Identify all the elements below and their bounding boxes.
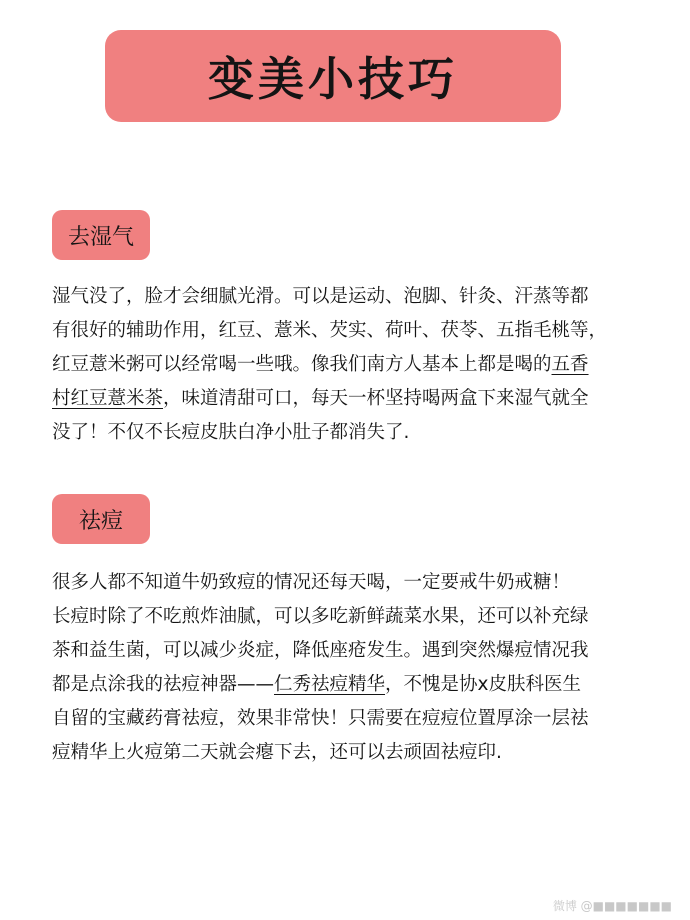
text-run: ，味道清甜可口，每天一杯坚持喝两盒下来湿气就全 [163,388,589,409]
section-tag-label: 去湿气 [67,224,134,250]
section-tag-acne [52,494,150,544]
text-run: 都是点涂我的祛痘神器—— [52,674,275,695]
section-tag-label: 祛痘 [78,508,123,534]
product-name-underlined: 仁秀祛痘精华 [274,674,386,695]
text-run: 长痘时除了不吃煎炸油腻，可以多吃新鲜蔬菜水果，还可以补充绿 [52,606,589,627]
text-run: 茶和益生菌，可以减少炎症，降低座疮发生。遇到突然爆痘情况我 [52,640,589,661]
text-run: 湿气没了，脸才会细腻光滑。可以是运动、泡脚、针灸、汗蒸等都 [52,286,589,307]
section-paragraph-acne [52,566,672,770]
section-tag-dampness [52,210,150,260]
paragraph-line [52,382,672,416]
paragraph-line [52,314,672,348]
text-run: 没了！不仅不长痘皮肤白净小肚子都消失了. [52,422,410,443]
paragraph-line [52,634,672,668]
text-run: ，不愧是协x皮肤科医生 [385,674,581,695]
paragraph-line [52,668,672,702]
text-run: 红豆薏米粥可以经常喝一些哦。像我们南方人基本上都是喝的 [52,354,552,375]
page-title: 变美小技巧 [208,52,458,106]
section-paragraph-dampness [52,280,672,450]
paragraph-line [52,280,672,314]
text-run: 有很好的辅助作用，红豆、薏米、芡实、荷叶、茯苓、五指毛桃等， [52,320,608,341]
paragraph-line [52,702,672,736]
text-run: 很多人都不知道牛奶致痘的情况还每天喝，一定要戒牛奶戒糖！ [52,572,571,593]
product-name-underlined: 五香 [551,354,589,375]
paragraph-line [52,348,672,382]
paragraph-line [52,566,672,600]
paragraph-line [52,736,672,770]
text-run: 痘精华上火痘第二天就会瘪下去，还可以去顽固祛痘印. [52,742,502,763]
watermark: 微博 @■■■■■■■ [552,899,672,913]
title-banner [105,30,561,122]
product-name-underlined: 村红豆薏米茶 [52,388,164,409]
paragraph-line [52,416,672,450]
text-run: 自留的宝藏药膏祛痘，效果非常快！只需要在痘痘位置厚涂一层祛 [52,708,589,729]
paragraph-line [52,600,672,634]
